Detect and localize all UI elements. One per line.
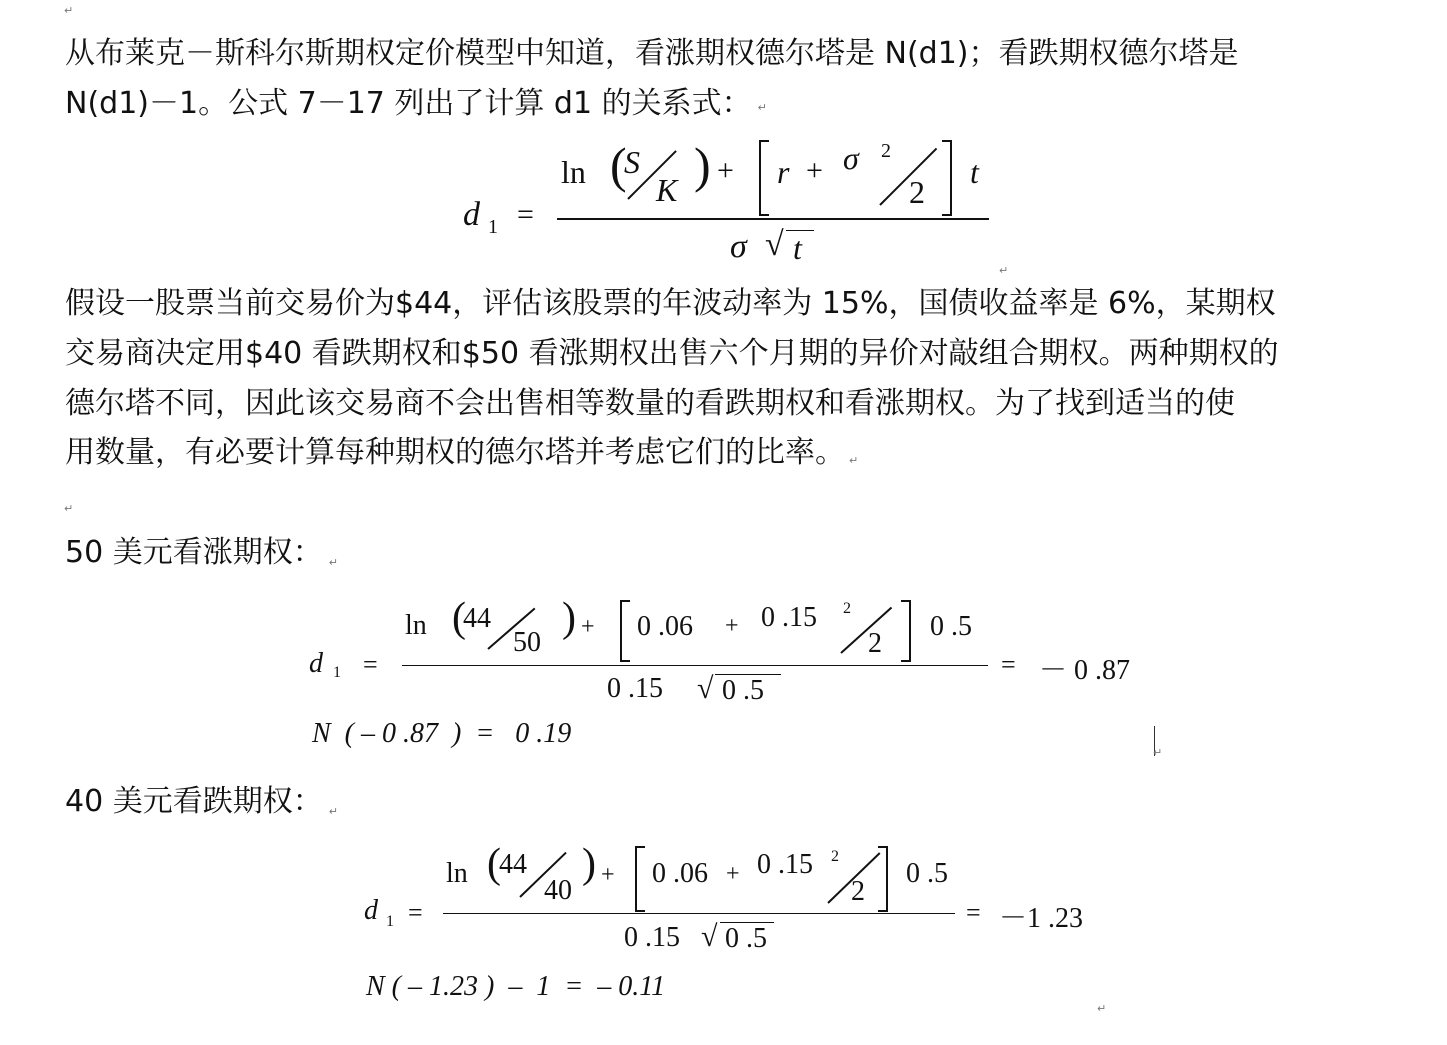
equals-sign: = [408, 898, 423, 927]
denominator-2: 2 [909, 174, 925, 210]
d-symbol: d [364, 895, 378, 926]
paragraph-2-line-3: 德尔塔不同，因此该交易商不会出售相等数量的看跌期权和看涨期权。为了找到适当的使 [65, 386, 1235, 421]
paragraph-mark: ↵ [64, 502, 74, 515]
put-d1-result: －1 .23 [999, 903, 1084, 934]
plus-sign: + [717, 154, 734, 187]
equals-sign: = [517, 198, 534, 231]
numerator-44: 44 [463, 603, 491, 634]
left-bracket [620, 600, 630, 662]
paragraph-mark: ↵ [1153, 746, 1163, 759]
superscript-2: 2 [831, 848, 839, 865]
S-symbol: S [624, 144, 640, 180]
r-symbol: r [777, 154, 790, 190]
paragraph-mark: ↵ [64, 4, 74, 17]
superscript-2: 2 [881, 140, 891, 162]
fraction-bar [443, 913, 955, 914]
rate-value: 0 .06 [637, 611, 693, 642]
put-delta-line: N ( – 1.23 ) – 1 = – 0.11 [366, 971, 666, 1002]
left-paren: ( [452, 595, 466, 641]
fraction-bar [557, 218, 989, 220]
right-bracket [878, 846, 888, 912]
call-option-heading-text: 50 美元看涨期权： [65, 535, 323, 570]
ln-symbol: ln [405, 610, 427, 641]
plus-sign: + [601, 862, 615, 888]
equals-sign: = [1001, 650, 1016, 679]
superscript-2: 2 [843, 600, 851, 617]
denominator-40: 40 [544, 875, 572, 906]
d-symbol: d [463, 196, 480, 233]
numerator-44: 44 [499, 849, 527, 880]
paragraph-1-line-2-text: N(d1)－1。公式 7－17 列出了计算 d1 的关系式： [65, 86, 752, 121]
left-paren: ( [610, 137, 627, 193]
radical-sign: √ [701, 920, 718, 953]
paragraph-mark: ↵ [328, 556, 338, 569]
denominator-volatility: 0 .15 [624, 922, 680, 953]
paragraph-mark: ↵ [1097, 1002, 1107, 1015]
t-symbol: t [793, 230, 802, 266]
sigma-symbol: σ [843, 140, 859, 176]
rate-value: 0 .06 [652, 858, 708, 889]
plus-sign: + [581, 614, 595, 640]
paragraph-mark: ↵ [999, 264, 1009, 277]
left-bracket [759, 140, 769, 216]
time-value: 0 .5 [930, 611, 972, 642]
paragraph-1-line-2 [65, 79, 1405, 135]
denominator-time: 0 .5 [725, 923, 767, 954]
fraction-bar [402, 665, 988, 666]
denominator-2: 2 [851, 876, 865, 907]
paragraph-mark: ↵ [757, 101, 767, 114]
time-value: 0 .5 [906, 858, 948, 889]
call-delta-line: N ( – 0 .87 ) = 0 .19 [312, 718, 572, 749]
subscript-1: 1 [333, 664, 341, 681]
denominator-time: 0 .5 [722, 675, 764, 706]
subscript-1: 1 [488, 216, 498, 238]
denominator-volatility: 0 .15 [607, 673, 663, 704]
call-option-heading [65, 528, 1405, 584]
right-paren: ) [582, 841, 596, 887]
paragraph-2-line-2: 交易商决定用$40 看跌期权和$50 看涨期权出售六个月期的异价对敲组合期权。两种期权的 [65, 336, 1279, 371]
denominator-50: 50 [513, 627, 541, 658]
plus-sign: + [806, 154, 823, 187]
ln-symbol: ln [446, 858, 468, 889]
paragraph-2-line-1: 假设一股票当前交易价为$44，评估该股票的年波动率为 15%，国债收益率是 6%，某期权 [65, 286, 1276, 321]
K-symbol: K [656, 172, 678, 208]
d-symbol: d [309, 648, 323, 679]
volatility-value: 0 .15 [761, 602, 817, 633]
paragraph-2-line-4-text: 用数量，有必要计算每种期权的德尔塔并考虑它们的比率。 [65, 435, 845, 470]
plus-sign: + [726, 861, 740, 887]
denominator-2: 2 [868, 628, 882, 659]
call-d1-result: － 0 .87 [1039, 655, 1131, 686]
subscript-1: 1 [386, 913, 394, 930]
paragraph-1-line-1: 从布莱克－斯科尔斯期权定价模型中知道，看涨期权德尔塔是 N(d1)；看跌期权德尔塔是 [65, 36, 1239, 71]
plus-sign: + [725, 613, 739, 639]
put-option-heading [65, 777, 1405, 833]
paragraph-2-line-4 [65, 428, 1405, 484]
left-paren: ( [487, 841, 501, 887]
sigma-symbol: σ [730, 228, 747, 265]
radical-sign: √ [697, 672, 714, 705]
equals-sign: = [966, 898, 981, 927]
radical-sign: √ [765, 226, 784, 263]
t-symbol: t [970, 154, 979, 190]
paragraph-mark: ↵ [328, 805, 338, 818]
ln-symbol: ln [561, 154, 586, 190]
right-paren: ) [694, 137, 711, 193]
right-bracket [901, 600, 911, 662]
left-bracket [635, 846, 645, 912]
volatility-value: 0 .15 [757, 849, 813, 880]
put-option-heading-text: 40 美元看跌期权： [65, 784, 323, 819]
equals-sign: = [363, 650, 378, 679]
right-paren: ) [562, 595, 576, 641]
paragraph-mark: ↵ [849, 454, 859, 467]
right-bracket [942, 140, 952, 216]
